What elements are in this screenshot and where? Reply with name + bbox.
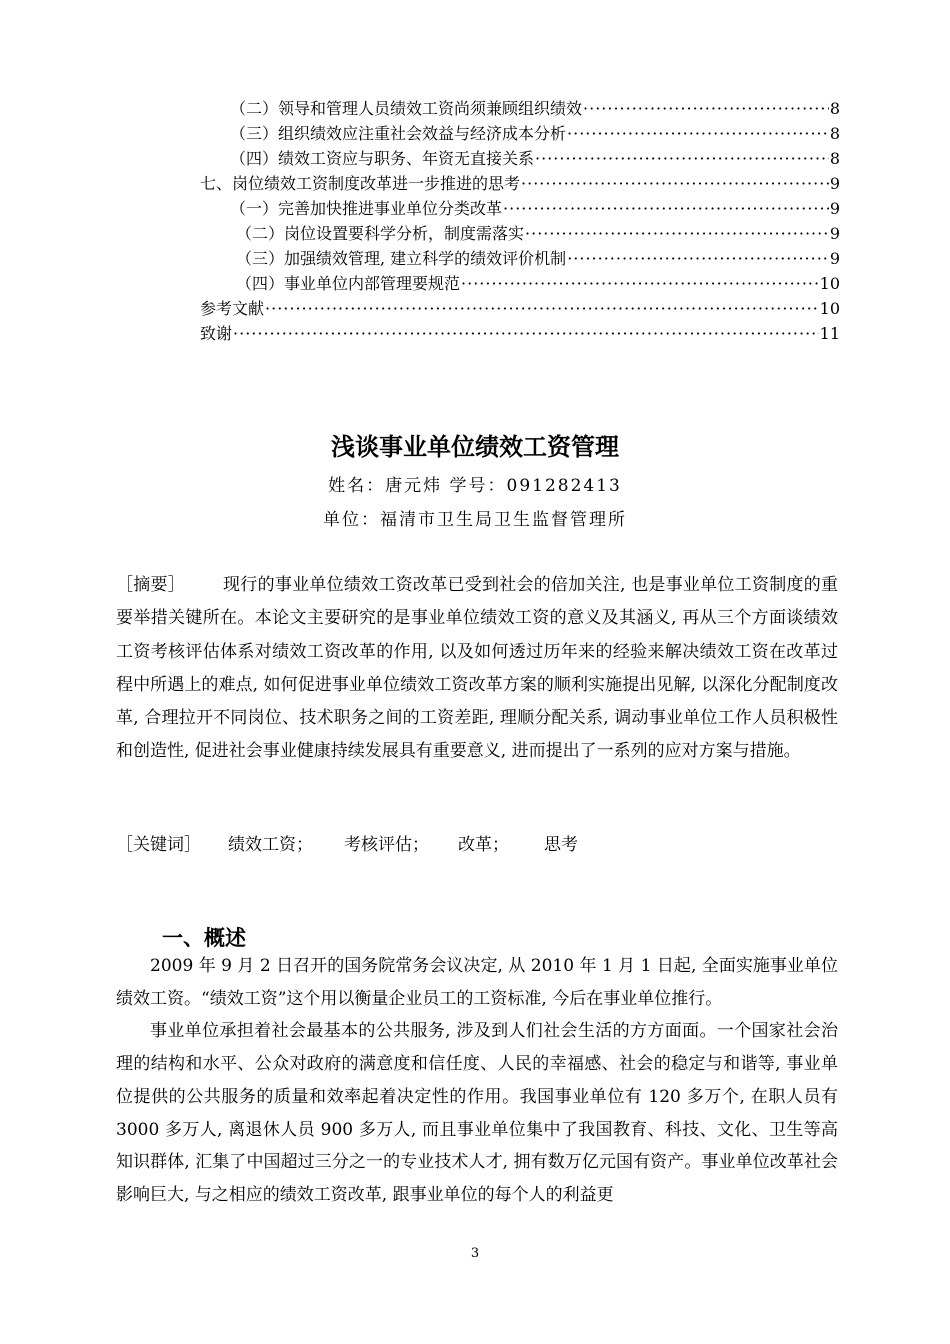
abstract-tag: ［摘要］ [116,575,186,595]
toc-entry [200,171,840,196]
abstract [116,569,838,769]
toc-entry [200,96,840,121]
toc-label: （四）事业单位内部管理要规范 [236,274,461,293]
toc-label: 致谢 [200,324,233,343]
toc-entry [200,246,840,271]
toc-leader [461,271,819,296]
toc-entry [200,321,840,346]
toc-label: （四）绩效工资应与职务、年资无直接关系 [230,149,535,168]
section-body [116,950,838,1212]
toc-page: 9 [829,174,840,193]
toc-page: 11 [819,324,840,343]
toc-leader [521,171,829,196]
toc-leader [525,221,829,246]
toc-page: 10 [819,299,840,318]
toc-label: （二）领导和管理人员绩效工资尚须兼顾组织绩效 [230,99,583,118]
toc-leader [583,96,829,121]
keywords [116,830,838,860]
toc-leader [567,246,829,271]
author-line: 姓名：唐元炜 学号：091282413 [328,476,622,496]
toc-page: 8 [829,149,840,168]
toc-leader [265,296,819,321]
toc-leader [503,196,829,221]
toc-entry [200,221,840,246]
toc-label: （三）组织绩效应注重社会效益与经济成本分析 [230,124,567,143]
keyword-item: 思考 [544,835,578,855]
toc-page: 8 [829,124,840,143]
paragraph: 2009 年 9 月 2 日召开的国务院常务会议决定, 从 2010 年 1 月 1 日起, 全面实施事业单位绩效工资。“绩效工资”这个用以衡量企业员工的工资标准, 今后在事业单位推行。 [116,956,838,1009]
keywords-tag: ［关键词］ [116,835,201,855]
toc-label: （三）加强绩效管理, 建立科学的绩效评价机制 [236,249,567,268]
toc-entry [200,296,840,321]
toc-page: 9 [829,199,840,218]
page-number: 3 [470,1246,480,1261]
toc-leader [535,146,829,171]
toc-leader [567,121,829,146]
toc-label: （一）完善加快推进事业单位分类改革 [230,199,503,218]
keyword-item: 绩效工资； [228,835,313,855]
toc-page: 9 [829,249,840,268]
toc-entry [200,271,840,296]
toc-label: （二）岗位设置要科学分析，制度需落实 [236,224,525,243]
toc-entry [200,146,840,171]
abstract-text: 现行的事业单位绩效工资改革已受到社会的倍加关注, 也是事业单位工资制度的重要举措关键所在。本论文主要研究的是事业单位绩效工资的意义及其涵义, 再从三个方面谈绩效工资考核评估体系对绩效工资改革的作用, 以及如何透过历年来的经验来解决绩效工资在改革过程中所遇上的难点, 如何促进事业单位绩效工资改革方案的顺利实施提出见解, 以深化分配制度改革, 合理拉开不同岗位、技术职务之间的工资差距, 理顺分配关系, 调动事业单位工作人员积极性和创造性, 促进社会事业健康持续发展具有重要意义, 进而提出了一系列的应对方案与措施。 [116,575,838,762]
page-title: 浅谈事业单位绩效工资管理 [331,433,619,461]
toc-entry [200,121,840,146]
toc-page: 10 [819,274,840,293]
keyword-item: 改革； [458,835,509,855]
table-of-contents [200,96,840,346]
toc-leader [233,321,819,346]
toc-entry [200,196,840,221]
toc-label: 七、岗位绩效工资制度改革进一步推进的思考 [200,174,521,193]
unit-line: 单位：福清市卫生局卫生监督管理所 [323,510,627,530]
keyword-item: 考核评估； [344,835,429,855]
toc-label: 参考文献 [200,299,265,318]
toc-page: 8 [829,99,840,118]
section-heading: 一、概述 [162,926,246,950]
toc-page: 9 [829,224,840,243]
paragraph: 事业单位承担着社会最基本的公共服务, 涉及到人们社会生活的方方面面。一个国家社会治理的结构和水平、公众对政府的满意度和信任度、人民的幸福感、社会的稳定与和谐等, 事业单位提供的公共服务的质量和效率起着决定性的作用。我国事业单位有 120 多万个, 在职人员有 3000 多万人, 离退休人员 900 多万人, 而且事业单位集中了我国教育、科技、文化、卫生等高知识群体, 汇集了中国超过三分之一的专业技术人才, 拥有数万亿元国有资产。事业单位改革社会影响巨大, 与之相应的绩效工资改革, 跟事业单位的每个人的利益更 [116,1021,838,1205]
